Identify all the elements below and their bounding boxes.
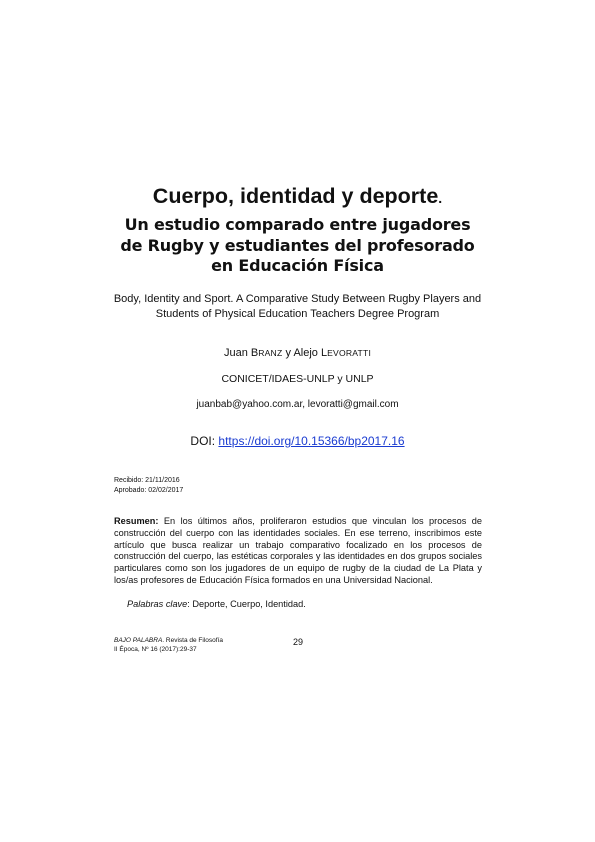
article-title <box>0 183 595 211</box>
doi-label: DOI: <box>190 434 219 448</box>
author-2-surname-initial: L <box>320 347 328 359</box>
page-number: 29 <box>292 637 303 647</box>
affiliation: CONICET/IDAES-UNLP y UNLP <box>221 373 374 385</box>
keywords <box>127 598 306 610</box>
keywords-label: Palabras clave <box>127 599 188 609</box>
english-title: Body, Identity and Sport. A Comparative Study Between Rugby Players and Students of Physical Education Teachers Degree Program <box>113 293 482 320</box>
received-date: Recibido: 21/11/2016 <box>114 477 180 484</box>
title-text: Cuerpo, identidad y deporte <box>152 184 439 208</box>
title-period: . <box>438 190 443 206</box>
author-1-surname-rest: RANZ <box>258 348 283 358</box>
abstract-label: Resumen: <box>114 516 159 526</box>
abstract <box>114 516 482 587</box>
authors-line <box>0 346 595 360</box>
journal-subtitle: . Revista de Filosofía <box>162 637 223 644</box>
keywords-value: Deporte, Cuerpo, Identidad. <box>192 599 306 609</box>
journal-line <box>114 636 223 645</box>
journal-issue: II Época, Nº 16 (2017):29-37 <box>114 646 197 653</box>
article-subtitle: Un estudio comparado entre jugadores de Rugby y estudiantes del profesorado en Educación Física <box>120 215 475 275</box>
doi-link[interactable]: https://doi.org/10.15366/bp2017.16 <box>218 434 405 448</box>
author-1-surname-initial: B <box>250 347 259 359</box>
submission-dates <box>114 476 183 495</box>
journal-footer <box>114 636 223 654</box>
author-1-given: Juan <box>223 347 251 359</box>
journal-name: BAJO PALABRA <box>114 637 163 644</box>
doi-line <box>0 434 595 449</box>
keywords-separator: : <box>187 599 193 609</box>
author-2-surname-rest: EVORATTI <box>327 348 372 358</box>
authors-connector: y <box>282 347 294 359</box>
author-2-given: Alejo <box>293 347 321 359</box>
approved-date: Aprobado: 02/02/2017 <box>114 486 184 494</box>
abstract-text: En los últimos años, proliferaron estudios que vinculan los procesos de construcción del cuerpo con las identidades sociales. En ese terreno, inscribimos este artículo que busca realizar un trabajo comparativo focalizado en los procesos de construcción del cuerpo, las estéticas corporales y las identidades en dos grupos sociales particulares como son los jugadores de un equipo de rugby de la ciudad de La Plata y los/as profesores de Educación Física formados en una Universidad Nacional. <box>114 516 482 585</box>
author-emails: juanbab@yahoo.com.ar, levoratti@gmail.com <box>196 399 399 410</box>
